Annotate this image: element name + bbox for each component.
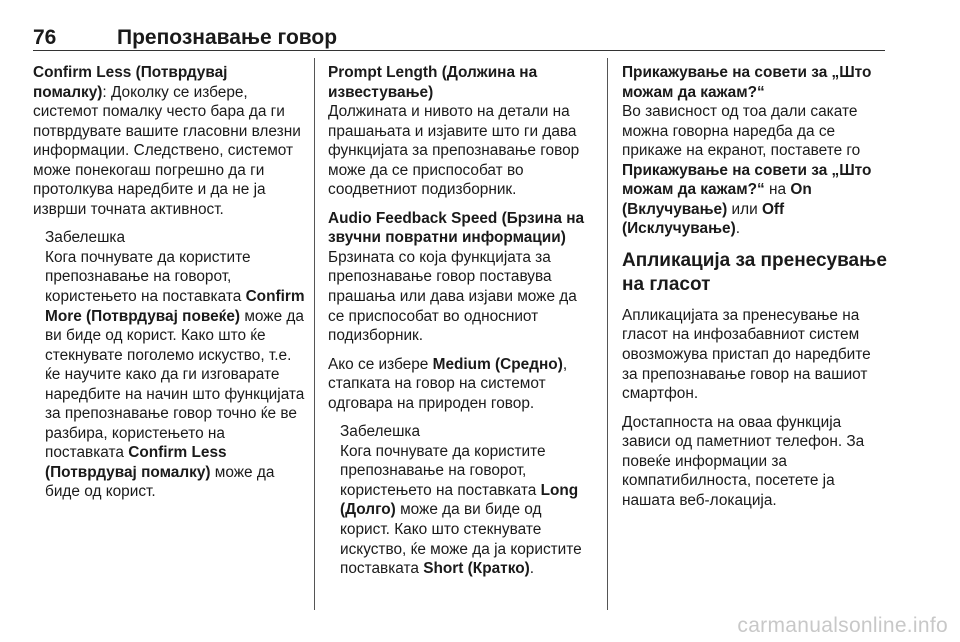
voice-passthrough-paragraph: Апликацијата за пренесување на гласот на инфозабавниот систем овозможува пристап до наредбите за препознавање говор на вашиот смартфон. (622, 306, 871, 403)
page-title: Препознавање говор (117, 26, 338, 49)
note-text: Кога почнувате да користите препознавање на говорот, користењето на поставката Confirm More (Потврдувај повеќе) може да ви биде од корист. Како што ќе стекнувате поголемо искуство, т.е. ќе научите како да ги изговарате наредбите на начин што функцијата за препознавање говор точно ќе ве разбира, користењето на поставката Confirm Less (Потврдувај помалку) може да биде од корист. (45, 248, 305, 501)
note-title: Забелешка (340, 423, 421, 441)
medium-speed-paragraph: Ако се избере Medium (Средно), стапката на говор на системот одговара на природен говор. (328, 355, 568, 412)
note-block (340, 422, 594, 578)
audio-feedback-paragraph (328, 209, 594, 346)
column-divider (314, 58, 315, 610)
note-title: Забелешка (45, 229, 126, 247)
note-block (45, 228, 305, 502)
column-right (622, 63, 888, 519)
setting-title: Audio Feedback Speed (Брзина на звучни повратни информации) (328, 209, 585, 247)
prompt-length-paragraph (328, 63, 594, 200)
page-header (33, 28, 885, 51)
section-heading: Апликација за пренесување на гласот (622, 249, 887, 295)
setting-title: Confirm Less (Потврдувај помалку) (33, 64, 228, 101)
column-divider (607, 58, 608, 610)
column-middle (328, 63, 594, 588)
hints-paragraph: Прикажување на совети за „Што можам да кажам?“ Во зависност од тоа дали сакате можна говорна наредба да се прикаже на екранот, поставете го Прикажување на совети за „Што можам да кажам?“ на On (Вклучување) или Off (Исклучување). (622, 64, 872, 238)
setting-description: Брзината со која функцијата за препознавање говор поставува прашања или дава изјави може да се приспособат во односниот подизборник. (328, 248, 577, 345)
setting-description: Доколку се избере, системот помалку често бара да ги потврдувате вашите гласовни влезни информации. Следствено, системот може понекогаш погрешно да ги протолкува наредбите и да не ја изврши точната активност. (33, 83, 301, 218)
availability-paragraph: Достапноста на оваа функција зависи од паметниот телефон. За повеќе информации за компатибилноста, посетете ја нашата веб-локација. (622, 413, 865, 509)
setting-title: Prompt Length (Должина на известување) (328, 64, 538, 101)
confirm-less-paragraph: Confirm Less (Потврдувај помалку): Доколку се избере, системот помалку често бара да ги потврдувате вашите гласовни влезни информации. Следствено, системот може понекогаш погрешно да ги протолкува наредбите и да не ја изврши точната активност. (33, 64, 301, 218)
column-left (33, 63, 305, 511)
setting-description: Должината и нивото на детали на прашањата и изјавите што ги дава функцијата за препознавање говор може да се приспособат во соодветниот подизборник. (328, 103, 580, 199)
setting-title: Прикажување на совети за „Што можам да кажам?“ (622, 64, 872, 101)
page-number: 76 (33, 26, 57, 49)
note-text: Кога почнувате да користите препознавање на говорот, користењето на поставката Long (Долго) може да ви биде од корист. Како што стекнувате искуство, ќе може да ја користите поставката Short (Кратко). (340, 442, 582, 578)
watermark: carmanualsonline.info (737, 614, 948, 637)
